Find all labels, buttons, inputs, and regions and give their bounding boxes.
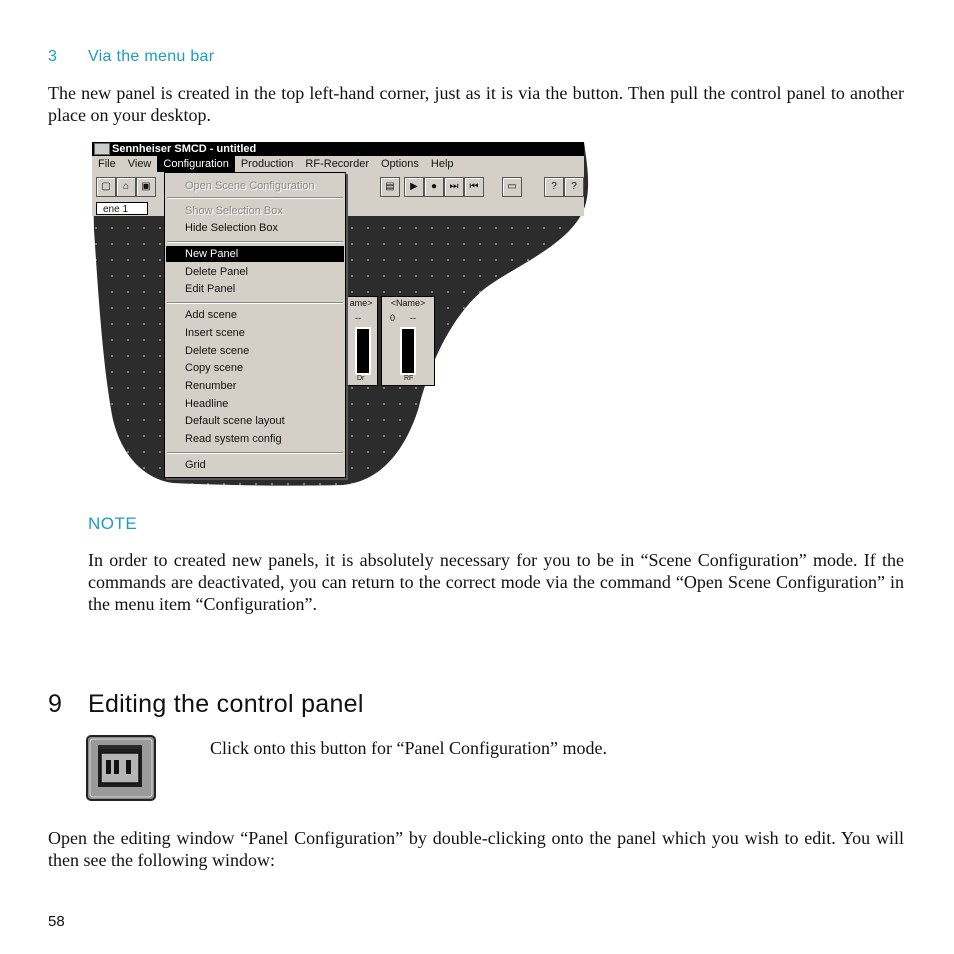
menu-item-add-scene[interactable]: Add scene xyxy=(185,309,237,321)
button-caption: Click onto this button for “Panel Configuration” mode. xyxy=(210,738,607,758)
help-icon[interactable]: ? xyxy=(544,177,564,197)
menu-item-new-panel[interactable]: New Panel xyxy=(166,246,344,262)
open-folder-icon[interactable]: ⌂ xyxy=(116,177,136,197)
menu-item-insert-scene[interactable]: Insert scene xyxy=(185,327,245,339)
menu-item-default-scene-layout[interactable]: Default scene layout xyxy=(185,415,285,427)
menu-item-grid[interactable]: Grid xyxy=(185,459,206,471)
window-title: Sennheiser SMCD - untitled xyxy=(112,143,257,155)
menu-item-hide-selection-box[interactable]: Hide Selection Box xyxy=(185,222,278,234)
subheading xyxy=(48,48,214,66)
panel-name-label: <Name> xyxy=(390,298,426,308)
panel-value: -- xyxy=(355,313,361,323)
level-meter xyxy=(400,327,416,375)
page-number: 58 xyxy=(48,913,65,930)
menu-item-delete-panel[interactable]: Delete Panel xyxy=(185,266,248,278)
section-number: 9 xyxy=(48,690,63,718)
menu-view[interactable]: View xyxy=(127,158,152,170)
menu-item-renumber[interactable]: Renumber xyxy=(185,380,237,392)
save-icon[interactable]: ▣ xyxy=(136,177,156,197)
section-heading xyxy=(48,690,364,719)
menu-options[interactable]: Options xyxy=(381,158,419,170)
tab-scene-1[interactable]: ene 1 xyxy=(96,202,148,215)
paragraph-edit-window: Open the editing window “Panel Configuration” by double-clicking onto the panel which you wish to edit. You will then see the following window: xyxy=(48,828,904,870)
menu-separator xyxy=(167,452,343,454)
menu-configuration[interactable]: Configuration xyxy=(157,156,234,172)
menu-file[interactable]: File xyxy=(98,158,116,170)
menu-item-edit-panel[interactable]: Edit Panel xyxy=(185,283,236,295)
subheading-text: Via the menu bar xyxy=(88,48,215,65)
menu-item-delete-scene[interactable]: Delete scene xyxy=(185,345,250,357)
note-text: In order to created new panels, it is absolutely necessary for you to be in “Scene Configuration” mode. If the commands are deactivated, you can return to the correct mode via the command “Open Scene Configuration” in the menu item “Configuration”. xyxy=(88,550,904,614)
meter-label: RF xyxy=(404,375,414,382)
menu-rf-recorder[interactable]: RF-Recorder xyxy=(305,158,369,170)
app-icon xyxy=(94,143,110,155)
menu-separator xyxy=(167,302,343,304)
app-screenshot xyxy=(88,140,590,488)
menu-separator xyxy=(167,197,343,199)
menu-item-headline[interactable]: Headline xyxy=(185,398,229,410)
context-help-icon[interactable]: ? xyxy=(564,177,584,197)
configuration-menu xyxy=(164,172,346,478)
panel-name-label: ame> xyxy=(349,298,373,308)
menu-item-copy-scene[interactable]: Copy scene xyxy=(185,362,244,374)
menubar xyxy=(92,156,584,172)
window-titlebar[interactable] xyxy=(92,142,584,156)
level-meter xyxy=(355,327,371,375)
panel-value: -- xyxy=(410,313,416,323)
panel-mode-icon[interactable]: ▤ xyxy=(380,177,400,197)
monitor-icon[interactable]: ▭ xyxy=(502,177,522,197)
menu-separator xyxy=(167,241,343,243)
record-icon[interactable]: ● xyxy=(424,177,444,197)
note-label: NOTE xyxy=(88,514,138,533)
panel-configuration-icon xyxy=(86,735,156,801)
menu-production[interactable]: Production xyxy=(240,158,294,170)
next-icon[interactable]: ⏭ xyxy=(444,177,464,197)
paragraph-intro: The new panel is created in the top left-hand corner, just as it is via the button. Then pull the control panel to another place on your desktop. xyxy=(48,83,904,125)
menu-item-read-system-config[interactable]: Read system config xyxy=(185,433,282,445)
panel-configuration-button[interactable] xyxy=(86,735,156,801)
control-panel-2[interactable] xyxy=(381,296,435,386)
menu-item-show-selection-box[interactable]: Show Selection Box xyxy=(185,205,283,217)
menu-item-open-scene-configuration[interactable]: Open Scene Configuration xyxy=(185,180,315,192)
control-panel-1[interactable] xyxy=(344,296,378,386)
panel-value-left: 0 xyxy=(390,313,396,323)
menu-help[interactable]: Help xyxy=(430,158,454,170)
previous-icon[interactable]: ⏮ xyxy=(464,177,484,197)
subheading-number: 3 xyxy=(48,48,58,65)
meter-label: Dr xyxy=(357,375,365,382)
new-file-icon[interactable]: ▢ xyxy=(96,177,116,197)
play-icon[interactable]: ▶ xyxy=(404,177,424,197)
section-title: Editing the control panel xyxy=(88,690,364,718)
